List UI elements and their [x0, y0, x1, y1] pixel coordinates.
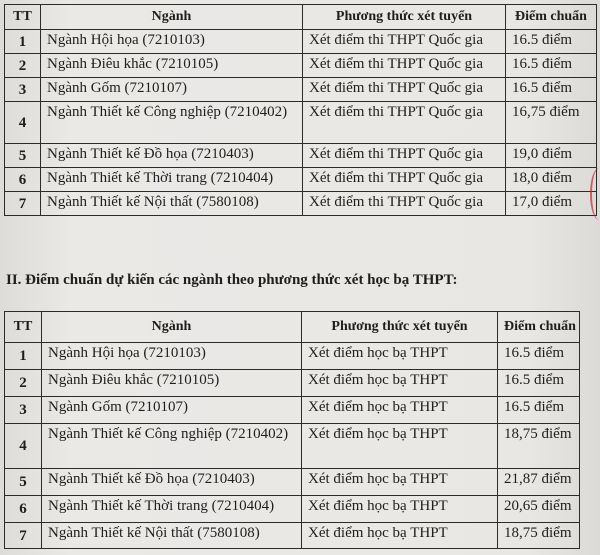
- header-cutoff-score: Điểm chuẩn: [498, 312, 580, 343]
- table-row: [5, 424, 580, 469]
- cutoff-score: 16.5 điểm: [498, 397, 580, 424]
- cutoff-score: 16.5 điểm: [506, 78, 597, 102]
- table-row: [5, 30, 597, 54]
- admission-method: Xét điểm học bạ THPT: [302, 370, 498, 397]
- admission-method: Xét điểm học bạ THPT: [302, 343, 498, 370]
- table-row: [5, 54, 597, 78]
- table-row: [5, 168, 597, 192]
- major-name: Ngành Thiết kế Công nghiệp (7210402): [42, 424, 302, 469]
- header-cutoff-score: Điểm chuẩn: [506, 5, 597, 30]
- cutoff-score: 18,0 điểm: [506, 168, 597, 192]
- cutoff-score: 16.5 điểm: [498, 343, 580, 370]
- table-header-row: [5, 5, 597, 30]
- row-number: 5: [5, 469, 42, 496]
- table-row: [5, 102, 597, 144]
- table-row: [5, 78, 597, 102]
- header-major: Ngành: [42, 312, 302, 343]
- table-row: [5, 469, 580, 496]
- admission-method: Xét điểm thi THPT Quốc gia: [303, 168, 506, 192]
- header-tt: TT: [5, 5, 41, 30]
- row-number: 5: [5, 144, 41, 168]
- admission-method: Xét điểm học bạ THPT: [302, 424, 498, 469]
- major-name: Ngành Thiết kế Đồ họa (7210403): [41, 144, 303, 168]
- table-header-row: [5, 312, 580, 343]
- major-name: Ngành Điêu khắc (7210105): [41, 54, 303, 78]
- admission-method: Xét điểm học bạ THPT: [302, 469, 498, 496]
- major-name: Ngành Thiết kế Nội thất (7580108): [41, 192, 303, 216]
- admission-method: Xét điểm thi THPT Quốc gia: [303, 192, 506, 216]
- admission-method: Xét điểm thi THPT Quốc gia: [303, 78, 506, 102]
- row-number: 7: [5, 192, 41, 216]
- admission-method: Xét điểm học bạ THPT: [302, 523, 498, 549]
- row-number: 2: [5, 54, 41, 78]
- cutoff-score: 17,0 điểm: [506, 192, 597, 216]
- section-heading: II. Điểm chuẩn dự kiến các ngành theo phương thức xét học bạ THPT:: [6, 272, 458, 288]
- row-number: 7: [5, 523, 42, 549]
- cutoff-score: 16,75 điểm: [506, 102, 597, 144]
- major-name: Ngành Thiết kế Nội thất (7580108): [42, 523, 302, 549]
- table-row: [5, 397, 580, 424]
- cutoff-score: 16.5 điểm: [506, 54, 597, 78]
- table-row: [5, 144, 597, 168]
- table-row: [5, 370, 580, 397]
- admission-method: Xét điểm học bạ THPT: [302, 397, 498, 424]
- major-name: Ngành Thiết kế Đồ họa (7210403): [42, 469, 302, 496]
- header-tt: TT: [5, 312, 42, 343]
- row-number: 1: [5, 343, 42, 370]
- major-name: Ngành Thiết kế Công nghiệp (7210402): [41, 102, 303, 144]
- row-number: 6: [5, 168, 41, 192]
- row-number: 6: [5, 496, 42, 523]
- major-name: Ngành Gốm (7210107): [42, 397, 302, 424]
- admission-scores-table-national-exam: [4, 4, 597, 216]
- admission-method: Xét điểm thi THPT Quốc gia: [303, 144, 506, 168]
- admission-method: Xét điểm thi THPT Quốc gia: [303, 54, 506, 78]
- row-number: 3: [5, 397, 42, 424]
- header-admission-method: Phương thức xét tuyển: [302, 312, 498, 343]
- cutoff-score: 19,0 điểm: [506, 144, 597, 168]
- row-number: 4: [5, 424, 42, 469]
- admission-method: Xét điểm thi THPT Quốc gia: [303, 30, 506, 54]
- row-number: 1: [5, 30, 41, 54]
- cutoff-score: 16.5 điểm: [506, 30, 597, 54]
- admission-method: Xét điểm thi THPT Quốc gia: [303, 102, 506, 144]
- admission-method: Xét điểm học bạ THPT: [302, 496, 498, 523]
- row-number: 2: [5, 370, 42, 397]
- major-name: Ngành Hội họa (7210103): [42, 343, 302, 370]
- major-name: Ngành Gốm (7210107): [41, 78, 303, 102]
- row-number: 4: [5, 102, 41, 144]
- table-row: [5, 523, 580, 549]
- major-name: Ngành Hội họa (7210103): [41, 30, 303, 54]
- cutoff-score: 20,65 điểm: [498, 496, 580, 523]
- row-number: 3: [5, 78, 41, 102]
- table-row: [5, 192, 597, 216]
- major-name: Ngành Điêu khắc (7210105): [42, 370, 302, 397]
- header-admission-method: Phương thức xét tuyển: [303, 5, 506, 30]
- cutoff-score: 16.5 điểm: [498, 370, 580, 397]
- cutoff-score: 18,75 điểm: [498, 523, 580, 549]
- table-row: [5, 496, 580, 523]
- header-major: Ngành: [41, 5, 303, 30]
- cutoff-score: 18,75 điểm: [498, 424, 580, 469]
- major-name: Ngành Thiết kế Thời trang (7210404): [41, 168, 303, 192]
- table-row: [5, 343, 580, 370]
- cutoff-score: 21,87 điểm: [498, 469, 580, 496]
- admission-scores-table-transcript: [4, 311, 580, 549]
- major-name: Ngành Thiết kế Thời trang (7210404): [42, 496, 302, 523]
